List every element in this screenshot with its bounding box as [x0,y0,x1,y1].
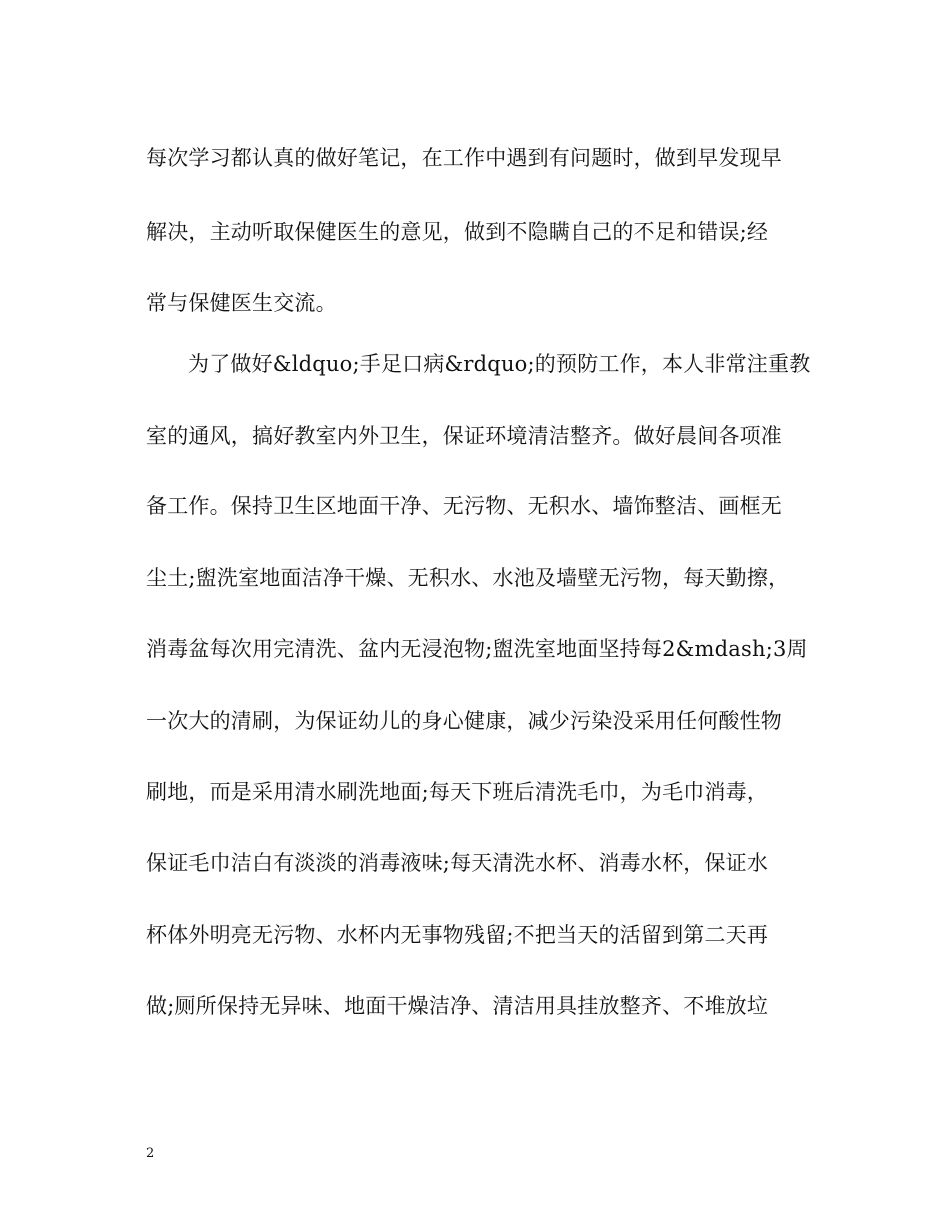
text-line-8: 消毒盆每次用完清洗、盆内无浸泡物;盥洗室地面坚持每2&mdash;3周 [146,637,808,661]
text-line-13: 做;厕所保持无异味、地面干燥洁净、清洁用具挂放整齐、不堆放垃 [146,994,769,1018]
text-line-1: 每次学习都认真的做好笔记，在工作中遇到有问题时，做到早发现早 [146,146,782,170]
text-line-6: 备工作。保持卫生区地面干净、无污物、无积水、墙饰整洁、画框无 [146,494,782,518]
text-line-5: 室的通风，搞好教室内外卫生，保证环境清洁整齐。做好晨间各项准 [146,424,782,448]
text-line-12: 杯体外明亮无污物、水杯内无事物残留;不把当天的活留到第二天再 [146,923,769,947]
text-line-2: 解决，主动听取保健医生的意见，做到不隐瞒自己的不足和错误;经 [146,220,769,244]
text-line-4: 为了做好&ldquo;手足口病&rdquo;的预防工作，本人非常注重教 [188,352,811,376]
text-line-7: 尘土;盥洗室地面洁净干燥、无积水、水池及墙壁无污物，每天勤擦， [146,566,790,590]
page-number: 2 [146,1146,155,1161]
text-line-10: 刷地，而是采用清水刷洗地面;每天下班后清洗毛巾，为毛巾消毒， [146,780,769,804]
text-line-3: 常与保健医生交流。 [146,291,337,315]
text-line-9: 一次大的清刷，为保证幼儿的身心健康，减少污染没采用任何酸性物 [146,709,782,733]
text-line-11: 保证毛巾洁白有淡淡的消毒液味;每天清洗水杯、消毒水杯，保证水 [146,851,769,875]
